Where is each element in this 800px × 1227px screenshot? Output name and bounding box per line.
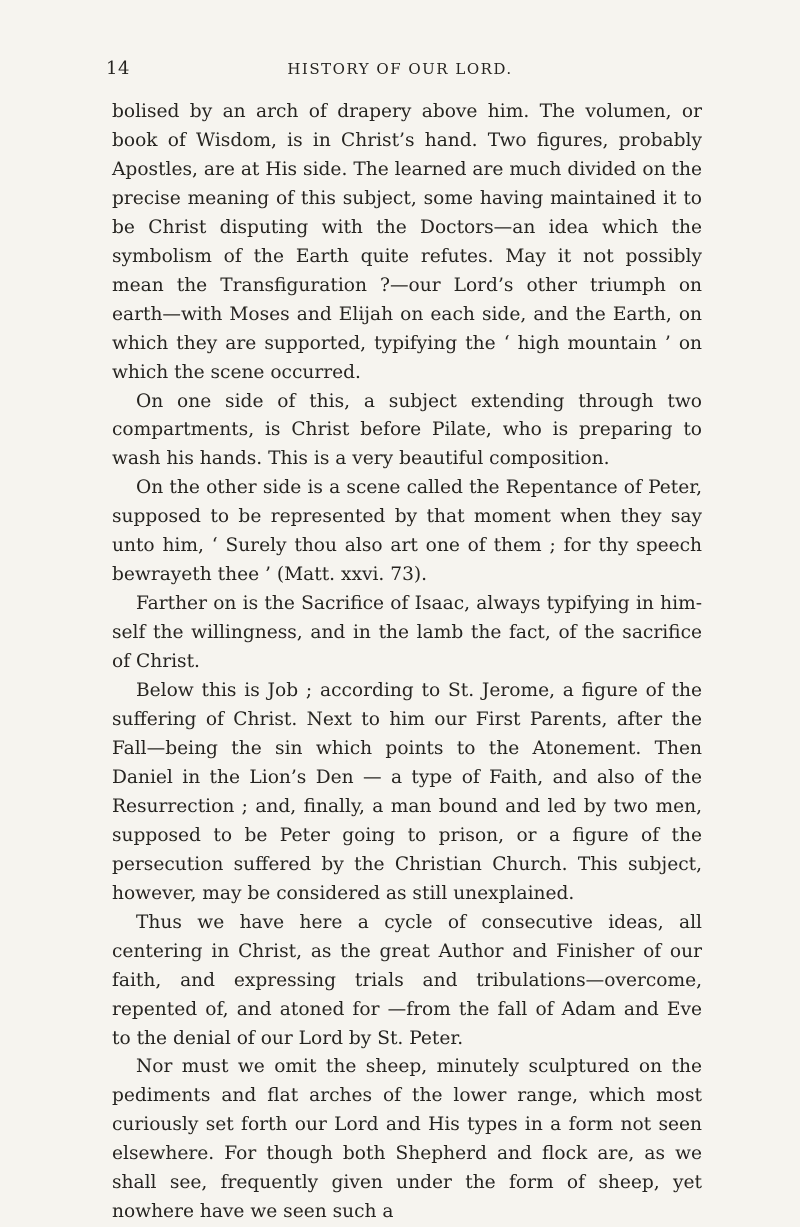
paragraph-christ-before-pilate: On one side of this, a subject extending through two compartments, is Christ before Pilate, who is preparing to wash his hands. This is a very beautiful composition.	[112, 390, 702, 470]
paragraph-sheep: Nor must we omit the sheep, minutely sculptured on the pediments and flat arches of the lower range, which most curiously set forth our Lord and His types in a form not seen elsewhere. For though both Shepherd and flock are, as we shall see, frequently given under the form of sheep, yet nowhere have we seen such a	[112, 1056, 702, 1223]
paragraph-job: Below this is Job ; according to St. Jerome, a figure of the suffering of Christ. Next to him our First Parents, after the Fall—being the sin which points to the Atonement. Then Daniel in the Lion’s Den — a type of Faith, and also of the Resurrection ; and, finally, a man bound and led by two men, supposed to be Peter going to prison, or a figure of the persecution suffered by the Christian Church. This subject, however, may be considered as still unexplained.	[112, 680, 702, 904]
body-text	[112, 98, 702, 1227]
paragraph-repentance-of-peter: On the other side is a scene called the Repentance of Peter, supposed to be represented by that moment when they say unto him, ‘ Surely thou also art one of them ; for thy speech bewrayeth thee ’ (Matt. xxvi. 73).	[112, 477, 702, 586]
paragraph-cycle-of-ideas: Thus we have here a cycle of consecutive ideas, all centering in Christ, as the great Author and Finisher of our faith, and expressing trials and tribulations—overcome, repented of, and atoned for —from the fall of Adam and Eve to the denial of our Lord by St. Peter.	[112, 911, 702, 1049]
page-header	[0, 58, 800, 82]
paragraph-sacrifice-of-isaac: Farther on is the Sacrifice of Isaac, always typifying in himself the willingness, and in the lamb the fact, of the sacrifice of Christ.	[112, 593, 702, 673]
page-number: 14	[106, 58, 130, 79]
running-title: HISTORY OF OUR LORD.	[287, 60, 513, 78]
paragraph-continued: bolised by an arch of drapery above him. The volumen, or book of Wisdom, is in Christ’s hand. Two figures, probably Apostles, are at His side. The learned are much divided on the precise meaning of this subject, some having maintained it to be Christ disputing with the Doctors—an idea which the symbolism of the Earth quite refutes. May it not possibly mean the Transfiguration ?—our Lord’s other triumph on earth—with Moses and Elijah on each side, and the Earth, on which they are supported, typifying the ‘ high mountain ’ on which the scene occurred.	[112, 101, 702, 383]
